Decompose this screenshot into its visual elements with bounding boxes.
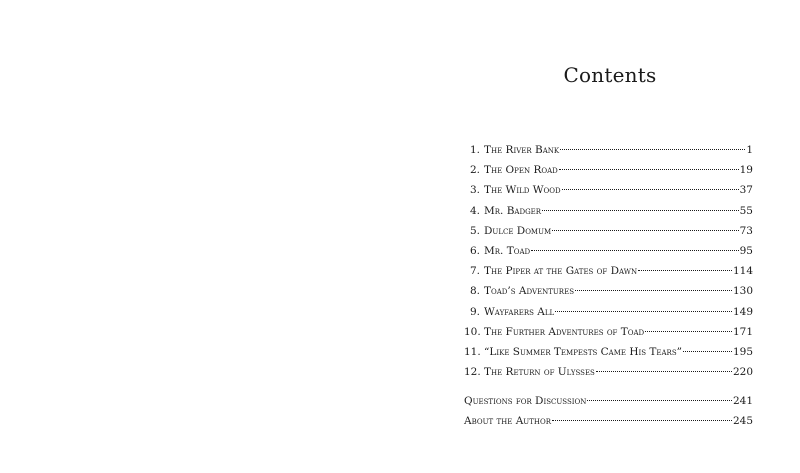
page-number: 95 xyxy=(739,244,753,257)
page-number: 220 xyxy=(732,366,753,379)
chapter-number: 7. xyxy=(469,265,480,278)
leader-dots xyxy=(587,390,732,401)
page-number: 114 xyxy=(732,265,753,278)
chapter-title: Wayfarers All xyxy=(484,305,555,318)
page-number: 19 xyxy=(739,164,753,177)
leader-dots xyxy=(683,341,732,352)
toc-entry-about-author[interactable] xyxy=(464,411,753,431)
page-number: 195 xyxy=(732,345,753,358)
chapter-title: Mr. Toad xyxy=(484,244,531,257)
leader-dots xyxy=(559,159,739,170)
page-title-text: Contents xyxy=(563,63,657,87)
toc-entry-9[interactable] xyxy=(464,302,753,322)
chapter-number: 4. xyxy=(469,204,480,217)
toc-entry-6[interactable] xyxy=(464,241,753,261)
page-number: 37 xyxy=(739,184,753,197)
leader-dots xyxy=(555,301,732,312)
page-number: 171 xyxy=(732,325,753,338)
toc-entry-7[interactable] xyxy=(464,261,753,281)
toc-entry-8[interactable] xyxy=(464,281,753,301)
table-of-contents xyxy=(464,140,753,432)
chapter-number: 10. xyxy=(464,325,481,338)
chapter-number: 12. xyxy=(464,366,481,379)
page-number: 1 xyxy=(746,144,753,156)
leader-dots xyxy=(596,361,732,372)
chapter-title: Dulce Domum xyxy=(484,224,552,237)
chapter-number: 1. xyxy=(469,144,480,156)
toc-entry-3[interactable] xyxy=(464,180,753,200)
page-number: 55 xyxy=(739,204,753,217)
leader-dots xyxy=(552,410,732,421)
chapter-number: 5. xyxy=(469,224,480,237)
chapter-number: 8. xyxy=(469,285,480,298)
chapter-title: Mr. Badger xyxy=(484,204,542,217)
chapter-title: The Further Adventures of Toad xyxy=(484,325,645,338)
chapter-number: 11. xyxy=(464,345,481,358)
leader-dots xyxy=(560,139,745,150)
toc-entry-11[interactable] xyxy=(464,342,753,362)
toc-entry-4[interactable] xyxy=(464,201,753,221)
toc-entry-1[interactable] xyxy=(464,140,753,160)
toc-entry-12[interactable] xyxy=(464,362,753,382)
chapter-title: The Open Road xyxy=(484,164,558,177)
chapter-title: The Wild Wood xyxy=(484,184,561,197)
page-number: 149 xyxy=(732,305,753,318)
page-number: 245 xyxy=(732,415,753,428)
chapter-title: Toad’s Adventures xyxy=(484,285,574,298)
chapter-number: 9. xyxy=(469,305,480,318)
back-matter-title: Questions for Discussion xyxy=(464,395,587,408)
leader-dots xyxy=(542,200,739,211)
chapter-number: 3. xyxy=(469,184,480,197)
leader-dots xyxy=(638,260,732,271)
chapter-title: “Like Summer Tempests Came His Tears” xyxy=(484,345,682,358)
chapter-number: 2. xyxy=(469,164,480,177)
toc-entry-5[interactable] xyxy=(464,221,753,241)
back-matter-title: About the Author xyxy=(464,415,551,428)
toc-entry-10[interactable] xyxy=(464,322,753,342)
chapter-number: 6. xyxy=(469,244,480,257)
chapter-title: The Piper at the Gates of Dawn xyxy=(484,265,638,278)
leader-dots xyxy=(562,179,739,190)
leader-dots xyxy=(552,220,738,231)
leader-dots xyxy=(645,321,732,332)
toc-entry-2[interactable] xyxy=(464,160,753,180)
page-title xyxy=(0,62,800,88)
page-number: 241 xyxy=(732,395,753,408)
page-number: 73 xyxy=(739,224,753,237)
chapter-title: The River Bank xyxy=(484,144,560,156)
leader-dots xyxy=(575,280,732,291)
chapter-title: The Return of Ulysses xyxy=(484,366,595,379)
toc-entry-questions[interactable] xyxy=(464,391,753,411)
page-number: 130 xyxy=(732,285,753,298)
leader-dots xyxy=(531,240,739,251)
